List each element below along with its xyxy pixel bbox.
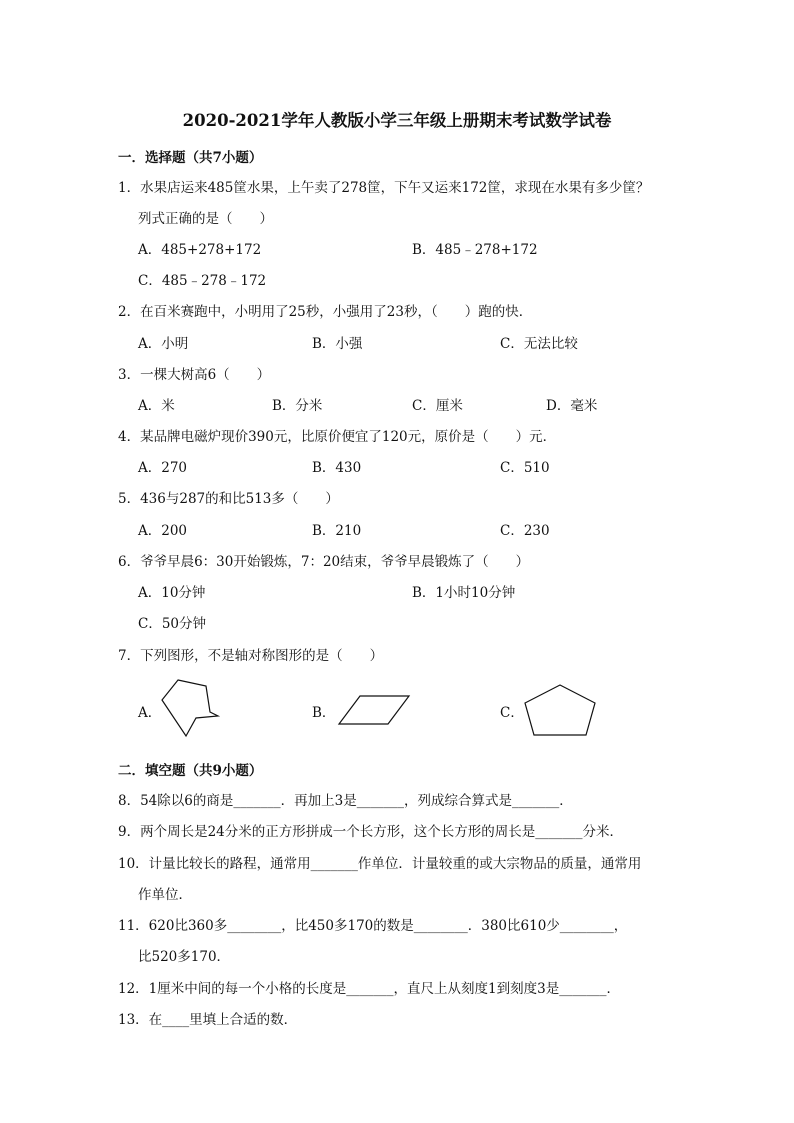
q7-option-a-label: A． bbox=[138, 705, 162, 721]
q5-option-a: A．200 bbox=[138, 523, 188, 539]
q5-option-c: C．230 bbox=[500, 523, 550, 539]
irregular-concave-shape bbox=[160, 678, 222, 740]
q6-option-a: A．10分钟 bbox=[138, 585, 206, 601]
question-5: 5．436与287的和比513多（ ） bbox=[118, 491, 339, 507]
question-11-continued: 比520多170． bbox=[138, 949, 231, 965]
q1-option-c: C．485﹣278﹣172 bbox=[138, 273, 267, 289]
question-2: 2．在百米赛跑中，小明用了25秒，小强用了23秒，（ ）跑的快． bbox=[118, 304, 533, 320]
question-1-continued: 列式正确的是（ ） bbox=[138, 211, 273, 227]
question-8: 8．54除以6的商是_______．再加上3是_______，列成综合算式是_______． bbox=[118, 793, 573, 809]
q4-option-c: C．510 bbox=[500, 460, 550, 476]
question-10-continued: 作单位． bbox=[138, 887, 192, 903]
section-heading-fill: 二．填空题（共9小题） bbox=[118, 763, 263, 779]
question-10: 10．计量比较长的路程，通常用_______作单位．计量较重的或大宗物品的质量，通常用 bbox=[118, 856, 642, 872]
q3-option-c: C．厘米 bbox=[412, 398, 463, 414]
q4-option-b: B．430 bbox=[312, 460, 362, 476]
q1-option-a: A．485+278+172 bbox=[138, 242, 262, 258]
q5-option-b: B．210 bbox=[312, 523, 362, 539]
q7-option-c-label: C． bbox=[500, 705, 524, 721]
page-title: 2020-2021学年人教版小学三年级上册期末考试数学试卷 bbox=[182, 111, 612, 130]
question-11: 11．620比360多________，比450多170的数是________．380比610少________， bbox=[118, 918, 628, 934]
q3-option-b: B．分米 bbox=[272, 398, 323, 414]
question-3: 3．一棵大树高6（ ） bbox=[118, 367, 271, 383]
q4-option-a: A．270 bbox=[138, 460, 188, 476]
q6-option-b: B．1小时10分钟 bbox=[412, 585, 516, 601]
q2-option-c: C．无法比较 bbox=[500, 336, 578, 352]
q1-option-b: B．485﹣278+172 bbox=[412, 242, 538, 258]
question-6: 6．爷爷早晨6：30开始锻炼，7：20结束，爷爷早晨锻炼了（ ） bbox=[118, 554, 530, 570]
question-7: 7．下列图形，不是轴对称图形的是（ ） bbox=[118, 648, 384, 664]
pentagon-shape bbox=[522, 684, 598, 738]
q6-option-c: C．50分钟 bbox=[138, 616, 207, 632]
section-heading-choice: 一．选择题（共7小题） bbox=[118, 150, 263, 166]
question-1: 1．水果店运来485筐水果，上午卖了278筐，下午又运来172筐，求现在水果有多少筐？ bbox=[118, 180, 650, 196]
q7-option-b-label: B． bbox=[312, 705, 336, 721]
question-13: 13．在____里填上合适的数． bbox=[118, 1012, 298, 1028]
question-4: 4．某品牌电磁炉现价390元，比原价便宜了120元，原价是（ ）元． bbox=[118, 429, 557, 445]
q2-option-a: A．小明 bbox=[138, 336, 189, 352]
q3-option-a: A．米 bbox=[138, 398, 175, 414]
question-9: 9．两个周长是24分米的正方形拼成一个长方形，这个长方形的周长是_______分米． bbox=[118, 824, 624, 840]
q2-option-b: B．小强 bbox=[312, 336, 363, 352]
question-12: 12．1厘米中间的每一个小格的长度是_______，直尺上从刻度1到刻度3是_______． bbox=[118, 981, 620, 997]
q3-option-d: D．毫米 bbox=[546, 398, 598, 414]
parallelogram-shape bbox=[338, 693, 412, 727]
